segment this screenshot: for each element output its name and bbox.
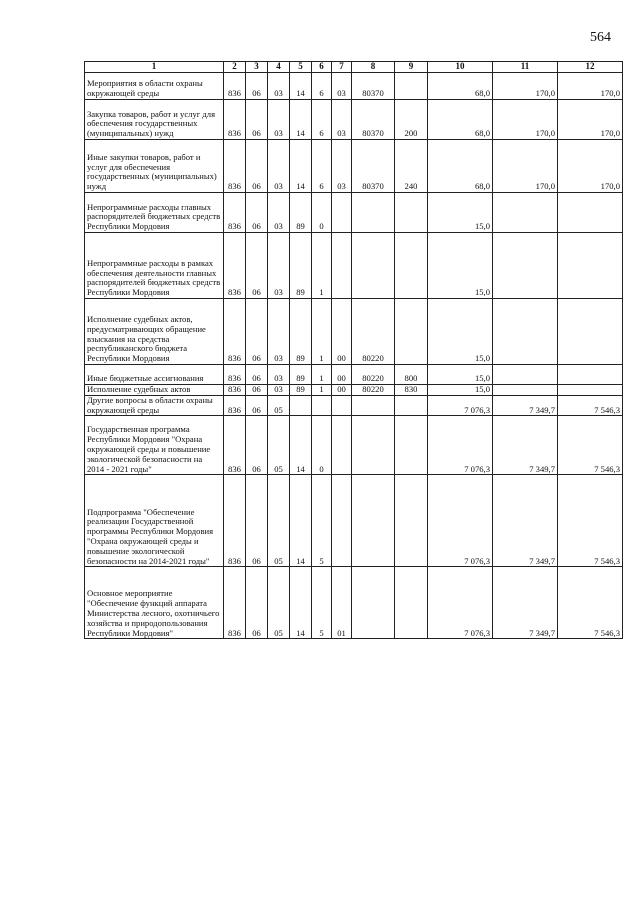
row-cell-col-2: 836	[224, 299, 246, 365]
row-cell-col-3: 06	[246, 475, 268, 567]
row-cell-col-2: 836	[224, 395, 246, 416]
row-cell-col-2: 836	[224, 475, 246, 567]
row-cell-col-7	[332, 395, 352, 416]
column-header-1: 1	[85, 62, 224, 73]
row-cell-col-8: 80370	[352, 73, 395, 100]
table-row	[85, 395, 623, 416]
row-cell-col-9: 800	[395, 365, 428, 385]
row-cell-col-6: 5	[312, 475, 332, 567]
column-header-3: 3	[246, 62, 268, 73]
row-cell-col-2: 836	[224, 140, 246, 193]
row-cell-col-3: 06	[246, 385, 268, 396]
row-cell-col-5: 89	[290, 365, 312, 385]
row-cell-col-6: 5	[312, 567, 332, 639]
row-cell-col-4: 03	[268, 100, 290, 140]
row-cell-col-6: 1	[312, 385, 332, 396]
row-cell-col-3: 06	[246, 233, 268, 299]
row-cell-col-6: 1	[312, 365, 332, 385]
row-cell-col-3: 06	[246, 193, 268, 233]
column-header-5: 5	[290, 62, 312, 73]
row-cell-col-4: 03	[268, 73, 290, 100]
table-row	[85, 73, 623, 100]
column-header-11: 11	[493, 62, 558, 73]
row-cell-col-5: 89	[290, 385, 312, 396]
row-cell-col-11: 7 349,7	[493, 567, 558, 639]
row-cell-col-3: 06	[246, 365, 268, 385]
row-cell-col-4: 05	[268, 395, 290, 416]
row-cell-col-4: 03	[268, 365, 290, 385]
row-cell-col-4: 03	[268, 193, 290, 233]
row-cell-col-2: 836	[224, 385, 246, 396]
row-cell-col-4: 03	[268, 140, 290, 193]
row-name-cell: Исполнение судебных актов, предусматривающих обращение взыскания на средства республиканского бюджета Республики Мордовия	[85, 299, 224, 365]
row-cell-col-7	[332, 416, 352, 475]
column-header-9: 9	[395, 62, 428, 73]
row-cell-col-11: 170,0	[493, 73, 558, 100]
row-cell-col-10: 7 076,3	[428, 567, 493, 639]
row-cell-col-3: 06	[246, 395, 268, 416]
row-cell-col-3: 06	[246, 100, 268, 140]
row-cell-col-10: 15,0	[428, 299, 493, 365]
row-cell-col-2: 836	[224, 365, 246, 385]
table-row	[85, 140, 623, 193]
row-cell-col-4: 03	[268, 233, 290, 299]
row-name-cell: Подпрограмма "Обеспечение реализации Государственной программы Республики Мордовия "Охрана окружающей среды и повышение экологической безопасности на 2014-2021 годы"	[85, 475, 224, 567]
row-cell-col-10: 15,0	[428, 365, 493, 385]
row-cell-col-8	[352, 567, 395, 639]
page-number: 564	[590, 30, 611, 45]
table-header-row	[85, 62, 623, 73]
table-row	[85, 100, 623, 140]
row-cell-col-4: 05	[268, 475, 290, 567]
row-cell-col-12: 7 546,3	[558, 395, 623, 416]
table-row	[85, 567, 623, 639]
column-header-7: 7	[332, 62, 352, 73]
row-cell-col-7: 03	[332, 73, 352, 100]
row-cell-col-7: 03	[332, 100, 352, 140]
row-cell-col-11: 7 349,7	[493, 395, 558, 416]
row-cell-col-9	[395, 567, 428, 639]
row-cell-col-9: 830	[395, 385, 428, 396]
row-cell-col-6: 0	[312, 416, 332, 475]
row-cell-col-9: 200	[395, 100, 428, 140]
row-cell-col-2: 836	[224, 73, 246, 100]
row-cell-col-5: 14	[290, 475, 312, 567]
row-cell-col-11: 7 349,7	[493, 475, 558, 567]
row-cell-col-5: 14	[290, 140, 312, 193]
row-cell-col-9	[395, 475, 428, 567]
row-cell-col-6: 0	[312, 193, 332, 233]
row-cell-col-5	[290, 395, 312, 416]
row-cell-col-7	[332, 475, 352, 567]
row-cell-col-11	[493, 385, 558, 396]
row-cell-col-2: 836	[224, 233, 246, 299]
row-cell-col-3: 06	[246, 73, 268, 100]
row-cell-col-10: 7 076,3	[428, 475, 493, 567]
row-cell-col-3: 06	[246, 140, 268, 193]
row-name-cell: Основное мероприятие "Обеспечение функций аппарата Министерства лесного, охотничьего хозяйства и природопользования Республики Мордовия"	[85, 567, 224, 639]
row-name-cell: Непрограммные расходы главных распорядителей бюджетных средств Республики Мордовия	[85, 193, 224, 233]
row-cell-col-11: 7 349,7	[493, 416, 558, 475]
row-name-cell: Государственная программа Республики Мордовия "Охрана окружающей среды и повышение экологической безопасности на 2014 - 2021 годы"	[85, 416, 224, 475]
row-cell-col-3: 06	[246, 567, 268, 639]
row-cell-col-9	[395, 416, 428, 475]
row-cell-col-9	[395, 299, 428, 365]
row-cell-col-8	[352, 416, 395, 475]
row-cell-col-11	[493, 233, 558, 299]
row-name-cell: Другие вопросы в области охраны окружающей среды	[85, 395, 224, 416]
column-header-6: 6	[312, 62, 332, 73]
row-cell-col-6: 6	[312, 140, 332, 193]
row-cell-col-10: 15,0	[428, 385, 493, 396]
row-name-cell: Закупка товаров, работ и услуг для обеспечения государственных (муниципальных) нужд	[85, 100, 224, 140]
row-cell-col-3: 06	[246, 299, 268, 365]
row-cell-col-10: 7 076,3	[428, 395, 493, 416]
row-cell-col-6: 6	[312, 73, 332, 100]
row-cell-col-12: 7 546,3	[558, 567, 623, 639]
row-cell-col-10: 68,0	[428, 100, 493, 140]
table-row	[85, 365, 623, 385]
row-cell-col-7	[332, 233, 352, 299]
row-name-cell: Иные закупки товаров, работ и услуг для обеспечения государственных (муниципальных) нужд	[85, 140, 224, 193]
row-name-cell: Непрограммные расходы в рамках обеспечения деятельности главных распорядителей бюджетных средств Республики Мордовия	[85, 233, 224, 299]
row-cell-col-11: 170,0	[493, 100, 558, 140]
row-cell-col-5: 14	[290, 416, 312, 475]
row-name-cell: Исполнение судебных актов	[85, 385, 224, 396]
row-cell-col-10: 68,0	[428, 140, 493, 193]
row-cell-col-12: 7 546,3	[558, 475, 623, 567]
row-cell-col-11	[493, 365, 558, 385]
row-cell-col-10: 68,0	[428, 73, 493, 100]
table-row	[85, 416, 623, 475]
row-cell-col-12	[558, 299, 623, 365]
row-cell-col-8	[352, 475, 395, 567]
row-cell-col-12: 170,0	[558, 140, 623, 193]
row-cell-col-12	[558, 385, 623, 396]
row-cell-col-8	[352, 193, 395, 233]
row-cell-col-12: 170,0	[558, 100, 623, 140]
row-cell-col-2: 836	[224, 416, 246, 475]
row-cell-col-11	[493, 193, 558, 233]
row-cell-col-10: 15,0	[428, 233, 493, 299]
column-header-12: 12	[558, 62, 623, 73]
row-name-cell: Мероприятия в области охраны окружающей среды	[85, 73, 224, 100]
row-cell-col-2: 836	[224, 100, 246, 140]
row-cell-col-4: 03	[268, 299, 290, 365]
row-cell-col-8: 80370	[352, 140, 395, 193]
row-cell-col-5: 89	[290, 193, 312, 233]
column-header-8: 8	[352, 62, 395, 73]
row-cell-col-10: 15,0	[428, 193, 493, 233]
column-header-2: 2	[224, 62, 246, 73]
row-cell-col-7: 01	[332, 567, 352, 639]
row-cell-col-3: 06	[246, 416, 268, 475]
table-body	[85, 73, 623, 639]
row-cell-col-8: 80220	[352, 365, 395, 385]
row-cell-col-12: 170,0	[558, 73, 623, 100]
row-cell-col-11	[493, 299, 558, 365]
column-header-4: 4	[268, 62, 290, 73]
row-cell-col-12	[558, 193, 623, 233]
row-cell-col-7: 03	[332, 140, 352, 193]
row-cell-col-6: 6	[312, 100, 332, 140]
row-cell-col-7	[332, 193, 352, 233]
row-cell-col-6: 1	[312, 233, 332, 299]
row-cell-col-2: 836	[224, 567, 246, 639]
row-cell-col-9	[395, 233, 428, 299]
table-row	[85, 233, 623, 299]
row-cell-col-8	[352, 233, 395, 299]
row-cell-col-5: 89	[290, 233, 312, 299]
row-cell-col-12	[558, 365, 623, 385]
row-cell-col-7: 00	[332, 365, 352, 385]
row-cell-col-8	[352, 395, 395, 416]
row-cell-col-4: 05	[268, 567, 290, 639]
row-cell-col-9	[395, 73, 428, 100]
row-cell-col-8: 80370	[352, 100, 395, 140]
row-cell-col-6	[312, 395, 332, 416]
row-cell-col-4: 03	[268, 385, 290, 396]
row-cell-col-12	[558, 233, 623, 299]
row-cell-col-5: 14	[290, 567, 312, 639]
row-cell-col-12: 7 546,3	[558, 416, 623, 475]
row-cell-col-5: 14	[290, 73, 312, 100]
table-row	[85, 193, 623, 233]
row-name-cell: Иные бюджетные ассигнования	[85, 365, 224, 385]
row-cell-col-9: 240	[395, 140, 428, 193]
row-cell-col-8: 80220	[352, 299, 395, 365]
table-row	[85, 475, 623, 567]
row-cell-col-4: 05	[268, 416, 290, 475]
table-row	[85, 299, 623, 365]
row-cell-col-5: 89	[290, 299, 312, 365]
row-cell-col-7: 00	[332, 385, 352, 396]
row-cell-col-2: 836	[224, 193, 246, 233]
row-cell-col-7: 00	[332, 299, 352, 365]
row-cell-col-9	[395, 395, 428, 416]
row-cell-col-10: 7 076,3	[428, 416, 493, 475]
row-cell-col-9	[395, 193, 428, 233]
row-cell-col-5: 14	[290, 100, 312, 140]
row-cell-col-8: 80220	[352, 385, 395, 396]
budget-table	[84, 61, 623, 639]
row-cell-col-6: 1	[312, 299, 332, 365]
column-header-10: 10	[428, 62, 493, 73]
table-row	[85, 385, 623, 396]
row-cell-col-11: 170,0	[493, 140, 558, 193]
